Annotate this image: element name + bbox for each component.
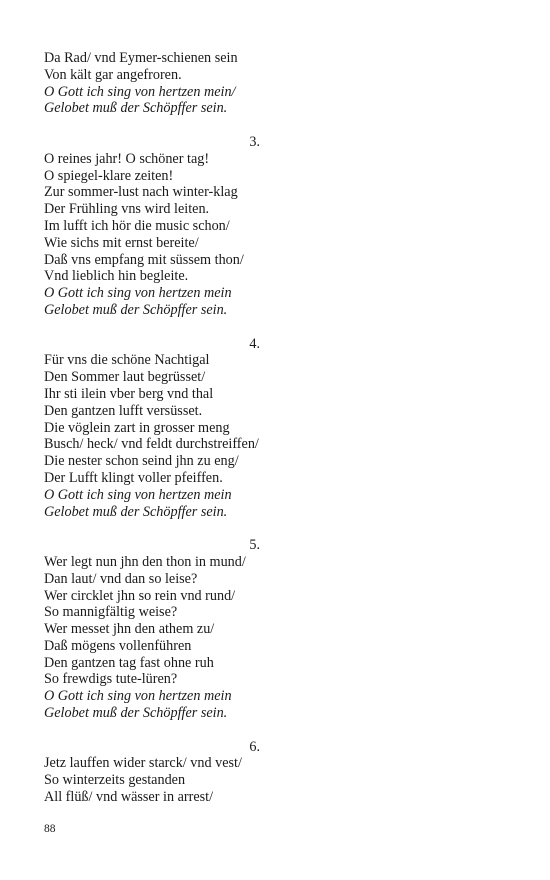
stanza-number: 5. <box>249 537 260 554</box>
stanza-5 <box>44 537 504 722</box>
stanza-gap <box>44 117 504 134</box>
verse-line: Da Rad/ vnd Eymer-schienen sein <box>44 50 238 66</box>
stanza-number: 3. <box>249 133 260 150</box>
refrain-line: O Gott ich sing von hertzen mein/ <box>44 83 236 100</box>
verse-line: Wer legt nun jhn den thon in mund/ <box>44 553 246 570</box>
verse-line: Den Sommer laut begrüsset/ <box>44 369 206 386</box>
verse-line: Im lufft ich hör die music schon/ <box>44 217 230 234</box>
refrain-line: Gelobet muß der Schöpffer sein. <box>44 301 228 318</box>
refrain-line: Gelobet muß der Schöpffer sein. <box>44 705 228 722</box>
stanza-gap <box>44 319 504 336</box>
verse-line: Zur sommer-lust nach winter-klag <box>44 184 238 201</box>
verse-line: Busch/ heck/ vnd feldt durchstreiffen/ <box>44 436 259 453</box>
verse-line: Wie sichs mit ernst bereite/ <box>44 234 199 251</box>
verse-line: So frewdigs tute-lüren? <box>44 671 178 688</box>
verse-line: Dan laut/ vnd dan so leise? <box>44 570 198 587</box>
verse-line: Den gantzen tag fast ohne ruh <box>44 654 214 671</box>
refrain-line: O Gott ich sing von hertzen mein <box>44 285 232 302</box>
verse-line: Jetz lauffen wider starck/ vnd vest/ <box>44 755 242 772</box>
verse-line: Den gantzen lufft versüsset. <box>44 402 203 419</box>
verse-line: Die vöglein zart in grosser meng <box>44 419 230 436</box>
verse-line: Daß mögens vollenführen <box>44 637 192 654</box>
stanza-3 <box>44 134 504 319</box>
verse-line: Der Frühling vns wird leiten. <box>44 201 210 218</box>
refrain-line: Gelobet muß der Schöpffer sein. <box>44 503 228 520</box>
verse-line: Wer circklet jhn so rein vnd rund/ <box>44 587 236 604</box>
refrain-line: O Gott ich sing von hertzen mein <box>44 688 232 705</box>
stanza-fragment <box>44 50 504 117</box>
verse-line: O reines jahr! O schöner tag! <box>44 150 210 167</box>
stanza-gap <box>44 520 504 537</box>
verse-line: So mannigfältig weise? <box>44 604 178 621</box>
page-number: 88 <box>44 823 56 835</box>
stanza-6 <box>44 739 504 806</box>
stanza-number: 4. <box>249 335 260 352</box>
verse-line: Vnd lieblich hin begleite. <box>44 268 189 285</box>
stanza-4 <box>44 336 504 521</box>
verse-line: Daß vns empfang mit süssem thon/ <box>44 251 244 268</box>
verse-line: Wer messet jhn den athem zu/ <box>44 621 215 638</box>
verse-line: Von kält gar angefroren. <box>44 66 182 83</box>
verse-line: So winterzeits gestanden <box>44 772 186 789</box>
refrain-line: Gelobet muß der Schöpffer sein. <box>44 100 228 117</box>
verse-line: Ihr sti ilein vber berg vnd thal <box>44 385 214 402</box>
verse-line: All flüß/ vnd wässer in arrest/ <box>44 789 214 806</box>
verse-line: O spiegel-klare zeiten! <box>44 167 174 184</box>
stanza-gap <box>44 722 504 739</box>
poem-page <box>44 50 504 806</box>
verse-line: Der Lufft klingt voller pfeiffen. <box>44 469 223 486</box>
refrain-line: O Gott ich sing von hertzen mein <box>44 486 232 503</box>
verse-line: Für vns die schöne Nachtigal <box>44 352 210 369</box>
verse-line: Die nester schon seind jhn zu eng/ <box>44 453 239 470</box>
stanza-number: 6. <box>249 738 260 755</box>
